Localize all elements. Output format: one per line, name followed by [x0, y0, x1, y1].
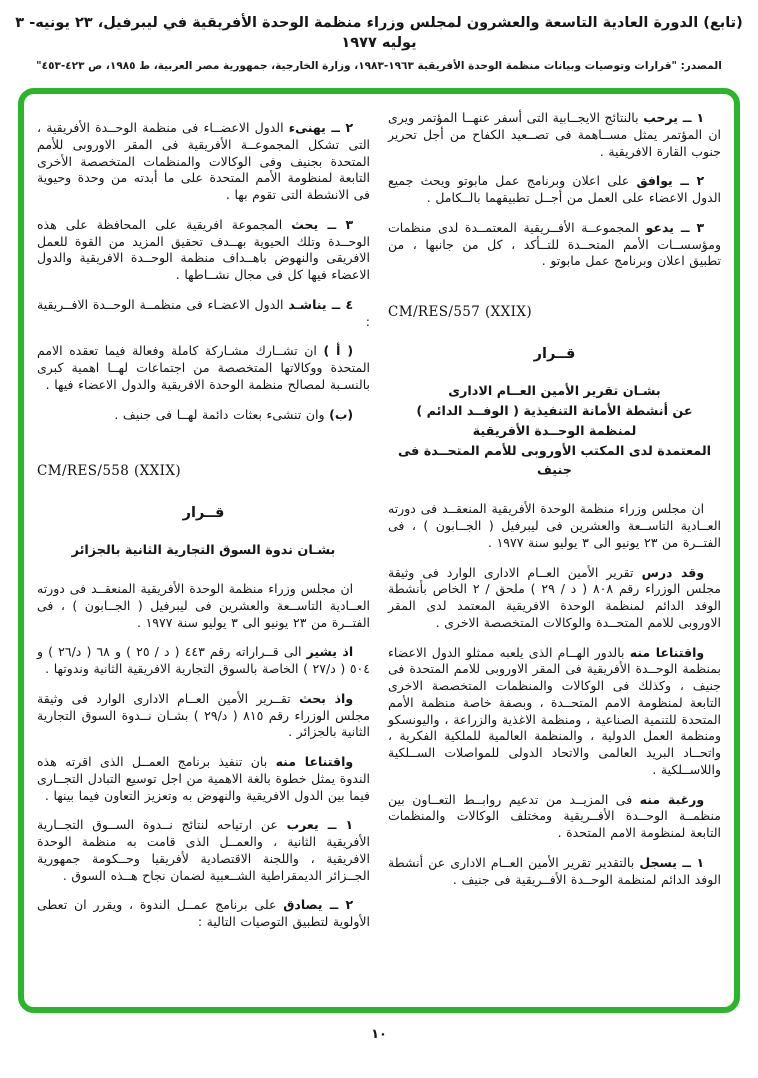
paragraph-text: المجموعــة الأفــريقية المعتمــدة لدى منظمات ومؤسســات الأمم المتحــدة للتــأكد ، كل من جانبها ، من تطبيق اعلان وبرنامج عمل مابوتو . — [388, 219, 721, 269]
paragraph-text: ان مجلس وزراء منظمة الوحدة الأفريقية المنعقــد فى دورته العــادية التاســعة والعشرين فى ليبرفيل ( الجــابون ) ، فى الفتــرة من ٢٣ يونيو الى ٣ يوليو سنة ١٩٧٧ . — [388, 501, 721, 550]
resolution-title — [388, 382, 721, 481]
content-frame — [18, 88, 740, 1013]
paragraph-lead: ٤ ــ يناشـد — [288, 296, 354, 312]
paragraph — [388, 110, 721, 160]
resolution-title — [37, 541, 370, 561]
paragraph-lead: ٢ ــ يصادق — [283, 897, 354, 913]
paragraph-lead: ١ ــ يعرب — [286, 817, 354, 833]
paragraph-lead: وقد درس — [641, 564, 705, 580]
paragraph-text: عن ارتياحه لنتائج نــدوة الســوق التجــارية الأفريقية الثانية ، والعمــل الذى قامت به منظمة الوحدة الافريقية ، واللجنة الاقتصادية لأفريقيا وحــكومة جمهورية الجــزائر الديمقراطية الشــعبية لضمان نجاح هــذه السوق . — [37, 817, 370, 883]
resolution-title-line: المعتمدة لدى المكتب الأوروبى للأمم المتحــدة فى جنيف — [397, 443, 712, 479]
paragraph — [37, 120, 370, 204]
paragraph-text: الى قــراراته رقم ٤٤٣ ( د / ٢٥ ) و ٦٨ ( د/٢٦ ) و ٥٠٤ ( د/٢٧ ) الخاصة بالسوق التجارية الافريقية الثانية وندوتها . — [37, 644, 370, 677]
paragraph-text: الدول الاعضـاء فى منظمــة الوحــدة الافــريقية : — [37, 296, 370, 329]
paragraph-lead: (ب) — [329, 406, 354, 422]
resolution-title-line: بشـان ندوة السوق التجارية الثانية بالجزائر — [71, 543, 336, 559]
paragraph — [388, 792, 721, 842]
paragraph-text: فى المزيــد من تدعيم روابــط التعــاون بين منظمــة الوحــدة الأفــريقية ومختلف الوكالات والمنظمات التابعة لمنظومة الامم المتحدة . — [388, 791, 721, 841]
column-left — [37, 106, 370, 997]
paragraph-text: تقرير الأمين العــام الادارى الوارد فى وثيقة مجلس الوزراء رقم ٨٠٨ ( د / ٢٩ ) ملحق / ٢ الخاص بأنشطة الوفد الدائم لمنظمة الوحدة الافريقية المعتمد لدى المقر الاوروبى للامم المتحــدة والوكالات المتخصصة الاخرى . — [388, 564, 721, 630]
paragraph-text: بالتقدير تقرير الأمين العــام الادارى عن أنشطة الوفد الدائم لمنظمة الوحــدة الأفــريقية فى جنيف . — [388, 854, 721, 887]
resolution-code-558: CM/RES/558 (XXIX) — [37, 463, 182, 480]
paragraph — [388, 501, 721, 551]
paragraph — [37, 343, 370, 393]
paragraph-lead: ٣ ــ يحث — [291, 216, 354, 232]
paragraph — [37, 407, 370, 424]
paragraph — [37, 217, 370, 284]
paragraph — [37, 581, 370, 631]
paragraph — [388, 565, 721, 632]
paragraph-text: ان مجلس وزراء منظمة الوحدة الأفريقية المنعقــد فى دورته العــادية التاســعة والعشرين فى ليبرفيل ( الجــابون ) ، فى الفتــرة من ٢٣ يونيو الى ٣ يوليو سنة ١٩٧٧ . — [37, 581, 370, 630]
paragraph-text: بان تنفيذ برنامج العمــل الذى اقرته هذه الندوة يمثل خطوة بالغة الاهمية من اجل توسيع التبادل التجــارى فيما بين الدول الافريقية والنهوض به وتعزيز التعاون فيما بينها . — [37, 754, 370, 803]
paragraph-lead: ١ ــ يسجل — [639, 854, 705, 870]
paragraph-text: المجموعة افريقية على المحافظة على هذه الوحــدة وتلك الحيوية بهــدف تحقيق المزيد من القوة للعمل الافريقى والنهوض باهــداف منظمة الوحــدة الافريقية والدول الاعضاء فيها كل فى مجال نشــاطها . — [37, 216, 370, 283]
paragraph-text: تقــرير الأمين العــام الادارى الوارد فى وثيقة مجلس الوزراء رقم ٨١٥ ( د/٢٩ ) بشـان نــدوة السوق التجارية الثانية بالجزائر . — [37, 690, 370, 740]
paragraph — [388, 645, 721, 779]
paragraph — [37, 817, 370, 884]
paragraph-text: بالنتائج الايجــابية التى أسفر عنهــا المؤتمر ويرى ان المؤتمر يمثل مســاهمة فى تصــعيد الكفاح من أجل تحرير جنوب القارة الافريقية . — [388, 110, 721, 159]
paragraph-lead: ١ ــ يرحب — [643, 110, 705, 126]
resolution-code-557: CM/RES/557 (XXIX) — [388, 304, 533, 321]
resolution-title-line: عن أنشطة الأمانة التنفيذية ( الوفــد الدائم ) — [416, 403, 693, 419]
resolution-title-line: لمنظمة الوحــدة الأفريقية — [472, 423, 637, 439]
decision-heading: قــرار — [182, 505, 225, 522]
paragraph-lead: ٢ ــ يوافق — [636, 173, 705, 189]
paragraph — [388, 173, 721, 207]
paragraph-lead: ( أ ) — [323, 343, 354, 359]
paragraph-text: ان تشــارك مشـاركة كاملة وفعالة فيما تعقده الامم المتحدة ووكالاتها المتخصصة من اجتماعات لهــا اهمية كبرى بالنسـبة لمصالح منظمة الوحدة الافريقية والدول الاعضاء فيها . — [37, 343, 370, 392]
page-number: ١٠ — [371, 1027, 387, 1043]
paragraph-lead: ورغبة منه — [639, 791, 705, 807]
paragraph-text: على برنامج عمــل الندوة ، ويقرر ان تعطى الأولوية لتطبيق التوصيات التالية : — [37, 897, 370, 930]
paragraph — [37, 644, 370, 678]
paragraph-text: على اعلان وبرنامج عمل مابوتو ويحث جميع الدول الاعضاء على العمل من أجــل تطبيقهما بالــكامل . — [388, 173, 721, 206]
paragraph — [388, 855, 721, 889]
paragraph — [37, 754, 370, 804]
column-right — [388, 106, 721, 997]
paragraph — [37, 691, 370, 741]
paragraph-lead: واقتناعا منه — [629, 644, 705, 660]
paragraph-text: الدول الاعضــاء فى منظمة الوحــدة الأفريقية ، التى تشكل المجموعــة الأفريقية فى المقر الاوروبى للأمم المتحدة بجنيف وفى الوكالات والمنظمات المتخصصة الأخرى التابعة لمنظومة الأمم المتحدة على ما أبدته من وحدة وحيوية فى الانشطة التى تقوم بها . — [37, 120, 370, 203]
paragraph-lead: ٣ ــ يدعو — [645, 219, 705, 235]
paragraph-lead: اذ يشير — [306, 644, 354, 660]
paragraph — [37, 297, 370, 331]
decision-heading: قــرار — [533, 346, 576, 363]
paragraph — [388, 220, 721, 270]
resolution-title-line: بشـان تقرير الأمين العــام الادارى — [448, 384, 661, 400]
paragraph — [37, 897, 370, 931]
paragraph-lead: واقتناعا منه — [275, 754, 354, 770]
paragraph-lead: ٢ ــ يهنىء — [288, 120, 354, 136]
paragraph-text: بالدور الهــام الذى يلعبه ممثلو الدول الاعضاء بمنظمة الوحــدة الأفريقية فى المقر الاوروبى للامم المتحدة فى جنيف ، وكذلك فى الوكالات والمنظمات المتخصصة الاخرى التابعة لمنظومة الامم المتحــدة ، وبصفة خاصة منظمة الأمم المتحدة للتنمية الصناعية ، ومنظمة الاغذية والزراعة ، واليونسكو ومنظمة العمل الدولية ، والمنظمة العالمية للملكية الفكرية ، واتحــاد البريد العالمى والاتحاد الدولى للمواصلات الســلكية واللاســلكية . — [388, 644, 721, 777]
document-header-title: (تابع) الدورة العادية التاسعة والعشرون لمجلس وزراء منظمة الوحدة الأفريقية في ليبرفيل، ٢٣ يونيه- ٣ يوليه ١٩٧٧ — [15, 15, 743, 51]
paragraph-text: وان تنشىء بعثات دائمة لهــا فى جنيف . — [114, 406, 325, 422]
paragraph-lead: واذ بحث — [299, 690, 354, 706]
source-line: المصدر: "قرارات وتوصيات وبيانات منظمة الوحدة الأفريقية ١٩٦٣-١٩٨٣، وزارة الخارجية، جمهورية مصر العربية، ط ١٩٨٥، ص ٤٢٣-٤٥٣" — [36, 60, 722, 73]
